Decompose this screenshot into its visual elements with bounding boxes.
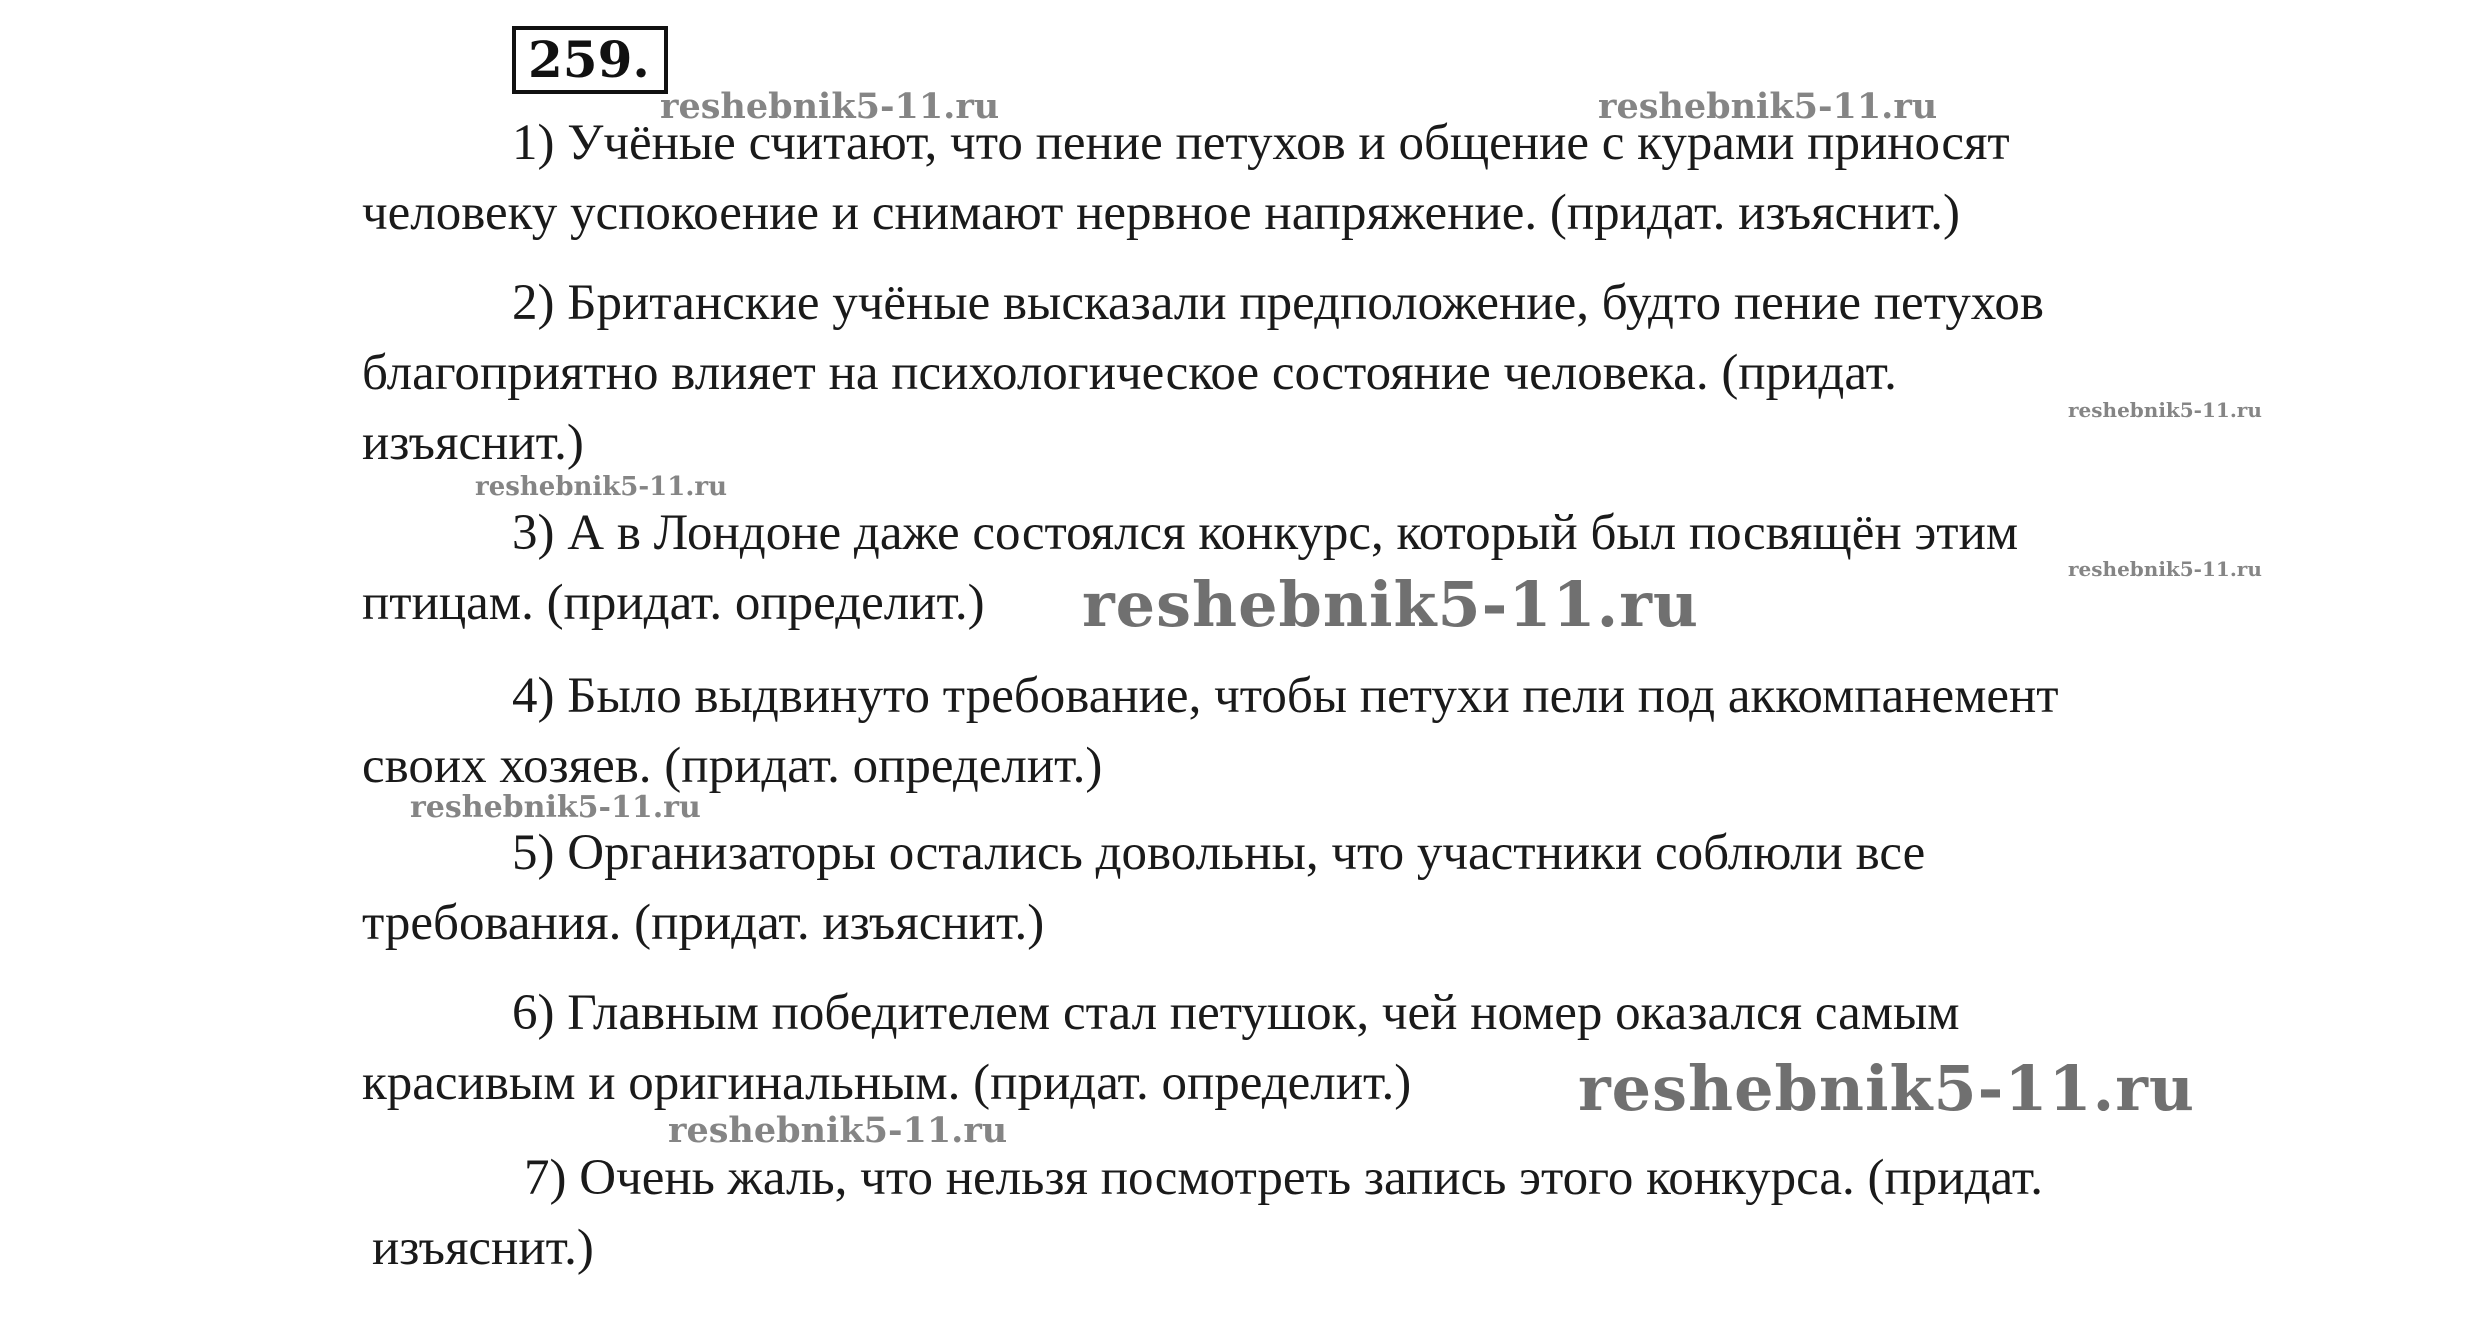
watermark: reshebnik5-11.ru <box>1578 1052 2195 1125</box>
answer-line: благоприятно влияет на психологическое состояние человека. (придат. <box>362 345 1897 401</box>
watermark: reshebnik5-11.ru <box>1598 86 1938 127</box>
answer-line: требования. (придат. изъяснит.) <box>362 895 1045 951</box>
watermark: reshebnik5-11.ru <box>668 1110 1008 1151</box>
watermark: reshebnik5-11.ru <box>2068 557 2262 581</box>
answer-line: 7) Очень жаль, что нельзя посмотреть запись этого конкурса. (придат. <box>524 1150 2044 1206</box>
watermark: reshebnik5-11.ru <box>410 790 701 825</box>
answer-line: 2) Британские учёные высказали предположение, будто пение петухов <box>512 275 2044 331</box>
answer-line: 1) Учёные считают, что пение петухов и общение с курами приносят <box>512 115 2010 171</box>
answer-line: человеку успокоение и снимают нервное напряжение. (придат. изъяснит.) <box>362 185 1960 241</box>
answer-5 <box>362 818 2362 958</box>
watermark: reshebnik5-11.ru <box>1082 568 1699 641</box>
answer-line: изъяснит.) <box>372 1220 594 1276</box>
answer-line: изъяснит.) <box>362 415 584 471</box>
watermark: reshebnik5-11.ru <box>2068 398 2262 422</box>
answer-1 <box>362 108 2362 248</box>
answer-line: 4) Было выдвинуто требование, чтобы петухи пели под аккомпанемент <box>512 668 2059 724</box>
watermark: reshebnik5-11.ru <box>660 86 1000 127</box>
answer-line: красивым и оригинальным. (придат. определит.) <box>362 1055 1412 1111</box>
answer-4 <box>362 661 2362 801</box>
exercise-number: 259. <box>512 26 668 94</box>
answer-2 <box>362 268 2362 478</box>
answer-line: 6) Главным победителем стал петушок, чей номер оказался самым <box>512 985 1960 1041</box>
answer-line: своих хозяев. (придат. определит.) <box>362 738 1103 794</box>
answer-7 <box>372 1143 2372 1283</box>
watermark: reshebnik5-11.ru <box>475 472 728 502</box>
answer-line: 5) Организаторы остались довольны, что участники соблюли все <box>512 825 1926 881</box>
answer-line: 3) А в Лондоне даже состоялся конкурс, который был посвящён этим <box>512 505 2019 561</box>
answer-line: птицам. (придат. определит.) <box>362 575 985 631</box>
